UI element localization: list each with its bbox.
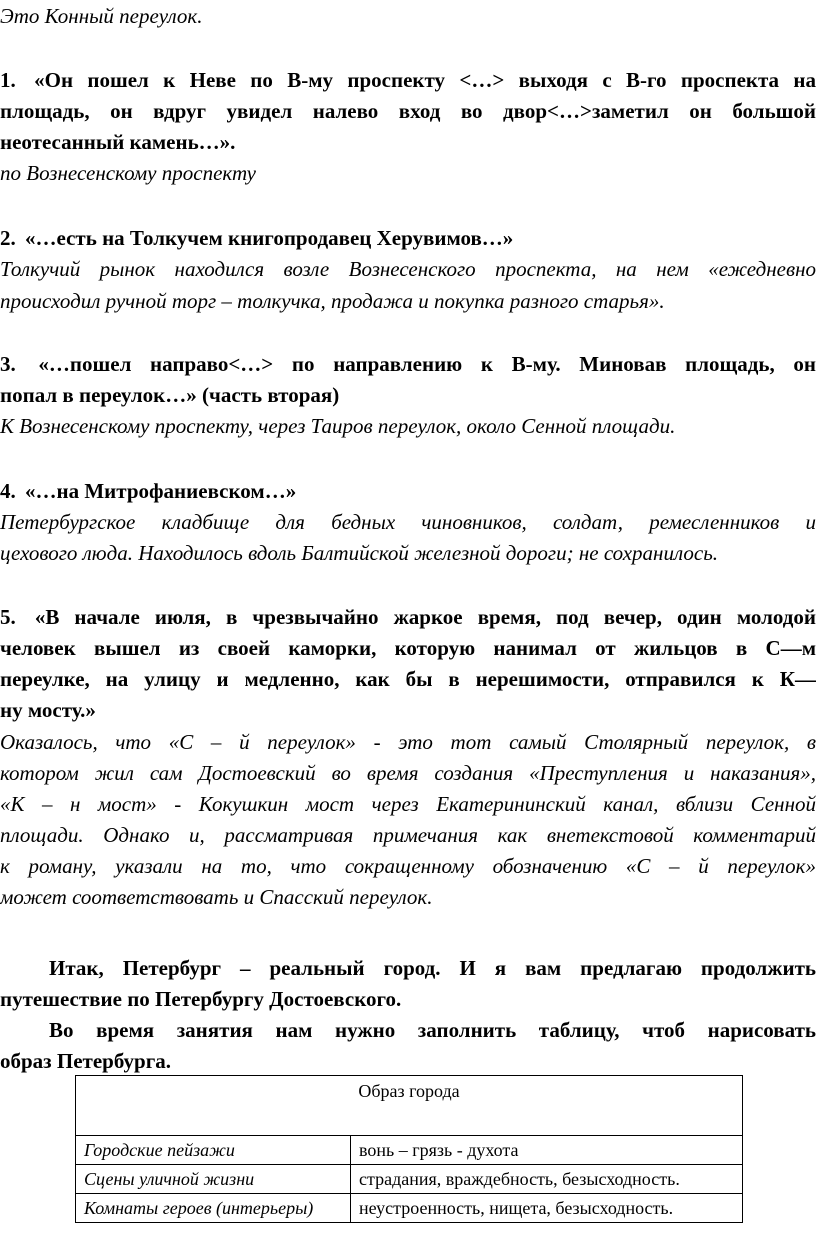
item-1-quote-line-2: площадь, он вдруг увидел налево вход во двор<…>заметил он большой [0,99,816,123]
item-2-quote: 2. «…есть на Толкучем книгопродавец Херувимов…» [0,226,514,250]
table-row [76,1194,743,1223]
item-5-answer-line-1: Оказалось, что «С – й переулок» - это тот самый Столярный переулок, в [0,730,816,754]
item-5-answer-line-2: котором жил сам Достоевский во время создания «Преступления и наказания», [0,761,816,785]
item-3-quote-line-1: 3. «…пошел направо<…> по направлению к В-му. Миновав площадь, он [0,352,816,376]
item-2-answer-line-2: происходил ручной торг – толкучка, продажа и покупка разного старья». [0,289,665,313]
item-5-quote-line-4: ну мосту.» [0,698,96,722]
table-header: Образ города [76,1076,743,1136]
item-5-answer-line-3: «К – н мост» - Кокушкин мост через Екатерининский канал, вблизи Сенной [0,792,816,816]
table-header-row [76,1076,743,1136]
item-4-number: 4. [0,479,16,503]
item-4-quote: 4. «…на Митрофаниевском…» [0,479,297,503]
row-label: Комнаты героев (интерьеры) [76,1194,351,1223]
row-label: Сцены уличной жизни [76,1165,351,1194]
row-value: страдания, враждебность, безысходность. [351,1165,743,1194]
item-5-number: 5. [0,605,16,629]
item-1-quote-line-1: 1. «Он пошел к Неве по В-му проспекту <…> выходя с В-го проспекта на [0,68,816,92]
row-value: вонь – грязь - духота [351,1136,743,1165]
item-2-answer-line-1: Толкучий рынок находился возле Вознесенского проспекта, на нем «ежедневно [0,257,816,281]
item-3-number: 3. [0,352,16,376]
item-3-answer: К Вознесенскому проспекту, через Таиров переулок, около Сенной площади. [0,414,676,438]
table-row [76,1165,743,1194]
intro-text: Это Конный переулок. [0,4,203,28]
item-1-answer: по Вознесенскому проспекту [0,161,256,185]
item-5-answer-line-5: к роману, указали на то, что сокращенному обозначению «С – й переулок» [0,854,816,878]
item-2-number: 2. [0,226,16,250]
row-value: неустроенность, нищета, безысходность. [351,1194,743,1223]
item-1-number: 1. [0,68,16,92]
item-5-answer-line-4: площади. Однако и, рассматривая примечания как внетекстовой комментарий [0,823,816,847]
item-5-quote-line-1: 5. «В начале июля, в чрезвычайно жаркое время, под вечер, один молодой [0,605,816,629]
item-5-quote-line-2: человек вышел из своей каморки, которую нанимал от жильцов в С—м [0,636,816,660]
table-row [76,1136,743,1165]
conclusion-line-3: Во время занятия нам нужно заполнить таблицу, чтоб нарисовать [49,1018,816,1042]
conclusion-line-2: путешествие по Петербургу Достоевского. [0,987,402,1011]
item-1-quote-line-3: неотесанный камень…». [0,130,236,154]
item-3-quote-line-2: попал в переулок…» (часть вторая) [0,383,340,407]
conclusion-line-4: образ Петербурга. [0,1049,172,1073]
item-5-answer-line-6: может соответствовать и Спасский переулок. [0,885,433,909]
item-5-quote-line-3: переулке, на улицу и медленно, как бы в нерешимости, отправился к К— [0,667,816,691]
row-label: Городские пейзажи [76,1136,351,1165]
item-4-answer-line-1: Петербургское кладбище для бедных чиновников, солдат, ремесленников и [0,510,816,534]
item-4-answer-line-2: цехового люда. Находилось вдоль Балтийской железной дороги; не сохранилось. [0,541,719,565]
city-image-table [75,1075,743,1223]
conclusion-line-1: Итак, Петербург – реальный город. И я вам предлагаю продолжить [49,956,816,980]
